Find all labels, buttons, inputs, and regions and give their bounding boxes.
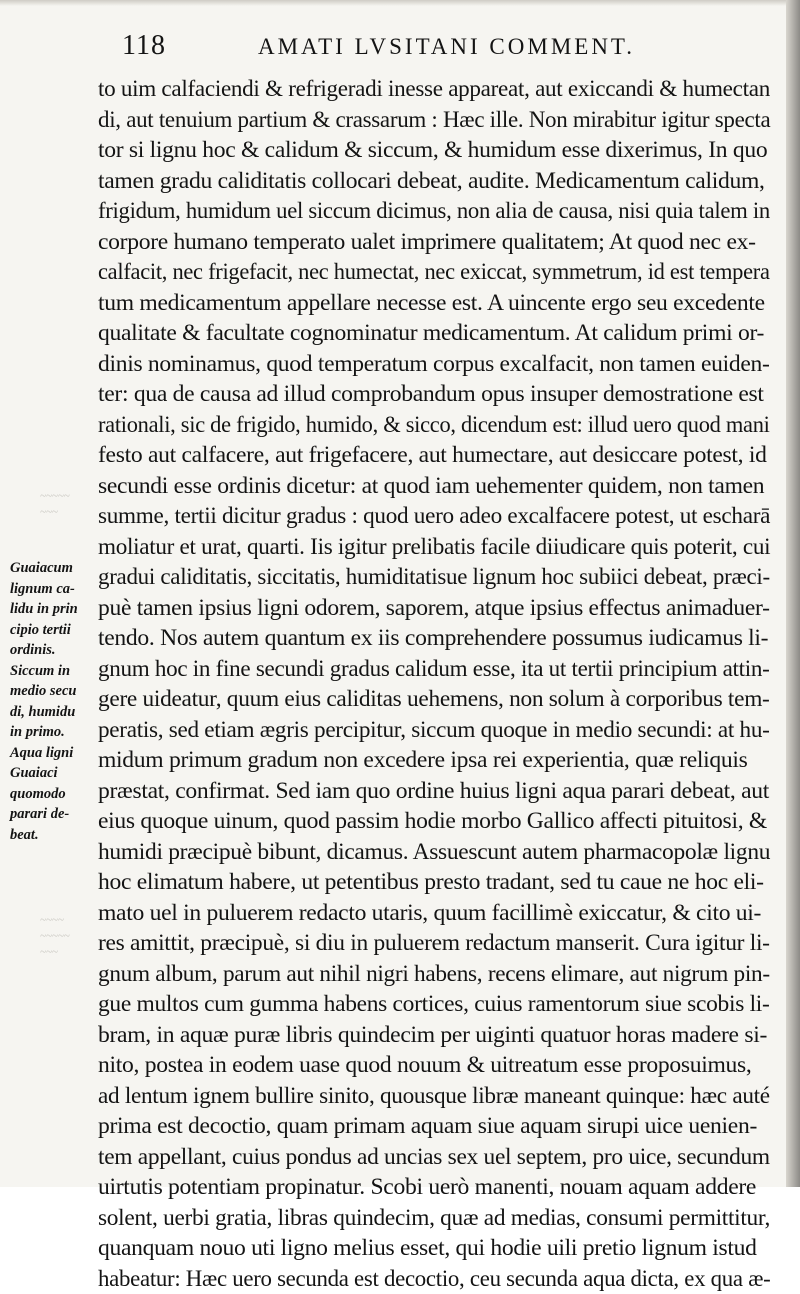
text-line: habeatur: Hæc uero secunda est decoctio, ceu secunda aqua dicta, ex qua æ- xyxy=(98,1264,749,1294)
text-line: gere uideatur, quum eius caliditas uehemens, non solum à corporibus tem- xyxy=(98,684,763,715)
running-head: AMATI LVSITANI COMMENT. xyxy=(258,34,635,60)
text-line: eius quoque uinum, quod passim hodie morbo Gallico affecti pituitosi, & xyxy=(98,806,770,837)
marginal-note-line: Guaiaci xyxy=(10,763,96,784)
text-line: gnum album, parum aut nihil nigri habens, recens elimare, aut nigrum pin- xyxy=(98,959,760,990)
text-line: gue multos cum gumma habens cortices, cuius ramentorum siue scobis li- xyxy=(98,989,766,1020)
page-top-edge xyxy=(0,0,800,6)
bleed-through-mark: ~~~~~ ~~~ xyxy=(40,488,100,520)
text-line: rationali, sic de frigido, humido, & sicco, dicendum est: illud uero quod mani xyxy=(98,410,737,441)
page-number: 118 xyxy=(122,30,166,62)
text-line: quanquam nouo uti ligno melius esset, qui hodie uili pretio lignum istud xyxy=(98,1233,770,1264)
page-gutter-edge xyxy=(786,0,800,1187)
page-header xyxy=(112,30,752,66)
text-line: di, aut tenuium partium & crassarum : Hæc ille. Non mirabitur igitur specta xyxy=(98,105,752,136)
text-line: tum medicamentum appellare necesse est. A uincente ergo seu excedente xyxy=(98,288,770,319)
marginal-note-line: medio secu xyxy=(10,681,96,702)
text-line: secundi esse ordinis dicetur: at quod iam uehementer quidem, non tamen xyxy=(98,471,770,502)
text-line: gnum hoc in fine secundi gradus calidum esse, ita ut tertii principium attin- xyxy=(98,654,755,685)
text-line: ad lentum ignem bullire sinito, quousque libræ maneant quinque: hæc auté xyxy=(98,1081,759,1112)
marginal-note-line: di, humidu xyxy=(10,702,96,723)
text-line: tamen gradu caliditatis collocari debeat, audite. Medicamentum calidum, xyxy=(98,166,770,197)
text-line: prima est decoctio, quam primam aquam siue aquam sirupi uice uenien- xyxy=(98,1111,770,1142)
text-line: nito, postea in eodem uase quod nouum & uitreatum esse proposuimus, xyxy=(98,1050,770,1081)
text-line: hoc elimatum habere, ut petentibus presto tradant, sed tu caue ne hoc eli- xyxy=(98,867,770,898)
marginal-note-line: lidu in prin xyxy=(10,599,96,620)
text-line: tem appellant, cuius pondus ad uncias sex uel septem, pro uice, secundum xyxy=(98,1142,765,1173)
text-line: to uim calfaciendi & refrigeradi inesse appareat, aut exiccandi & humectan xyxy=(98,74,756,105)
text-line: dinis nominamus, quod temperatum corpus excalfacit, non tamen euiden- xyxy=(98,349,769,380)
text-line: festo aut calfacere, aut frigefacere, aut humectare, aut desiccare potest, id xyxy=(98,440,770,471)
text-line: puè tamen ipsius ligni odorem, saporem, atque ipsius effectus animaduer- xyxy=(98,593,769,624)
text-line: solent, uerbi gratia, libras quindecim, quæ ad medias, consumi permittitur, xyxy=(98,1203,763,1234)
text-line: bram, in aquæ puræ libris quindecim per uiginti quatuor horas madere si- xyxy=(98,1020,770,1051)
text-line: summe, tertii dicitur gradus : quod uero adeo excalfacere potest, ut escharā xyxy=(98,501,758,532)
text-line: tor si lignu hoc & calidum & siccum, & humidum esse dixerimus, In quo xyxy=(98,135,770,166)
marginal-note-line: parari de- xyxy=(10,804,96,825)
marginal-note-line: quomodo xyxy=(10,784,96,805)
text-line: calfacit, nec frigefacit, nec humectat, nec exiccat, symmetrum, id est tempera xyxy=(98,257,738,288)
marginal-note-line: in primo. xyxy=(10,722,96,743)
text-line: tendo. Nos autem quantum ex iis comprehendere possumus iudicamus li- xyxy=(98,623,770,654)
marginal-note-line: lignum ca- xyxy=(10,579,96,600)
bleed-through-mark: ~~~~ ~~~~~ ~~~ xyxy=(40,912,100,960)
text-line: midum primum gradum non excedere ipsa rei experientia, quæ reliquis xyxy=(98,745,770,776)
marginal-note-line: cipio tertii xyxy=(10,620,96,641)
text-line: præstat, confirmat. Sed iam quo ordine huius ligni aqua parari debeat, aut xyxy=(98,776,770,807)
marginal-note-line: ordinis. xyxy=(10,640,96,661)
marginal-note-line: Guaiacum xyxy=(10,558,96,579)
main-text-block xyxy=(98,74,770,1294)
marginal-note-line: beat. xyxy=(10,825,96,846)
text-line: corpore humano temperato ualet imprimere qualitatem; At quod nec ex- xyxy=(98,227,770,258)
marginal-notes xyxy=(10,558,96,845)
marginal-note-line: Aqua ligni xyxy=(10,743,96,764)
text-line: humidi præcipuè bibunt, dicamus. Assuescunt autem pharmacopolæ lignu xyxy=(98,837,766,868)
text-line: moliatur et urat, quarti. Iis igitur prelibatis facile diiudicare quis poterit, cui xyxy=(98,532,757,563)
text-line: peratis, sed etiam ægris percipitur, siccum quoque in medio secundi: at hu- xyxy=(98,715,758,746)
text-line: mato uel in puluerem redacto utaris, quum facillimè exiccatur, & cito ui- xyxy=(98,898,770,929)
text-line: res amittit, præcipuè, si diu in puluerem redactum manserit. Cura igitur li- xyxy=(98,928,766,959)
text-line: ter: qua de causa ad illud comprobandum opus insuper demostratione est xyxy=(98,379,770,410)
text-line: gradui caliditatis, siccitatis, humiditatisue lignum hoc subiici debeat, præci- xyxy=(98,562,752,593)
text-line: uirtutis potentiam propinatur. Scobi uerò manenti, nouam aquam addere xyxy=(98,1172,770,1203)
text-line: frigidum, humidum uel siccum dicimus, non alia de causa, nisi quia talem in xyxy=(98,196,744,227)
marginal-note-line: Siccum in xyxy=(10,661,96,682)
text-line: qualitate & facultate cognominatur medicamentum. At calidum primi or- xyxy=(98,318,770,349)
